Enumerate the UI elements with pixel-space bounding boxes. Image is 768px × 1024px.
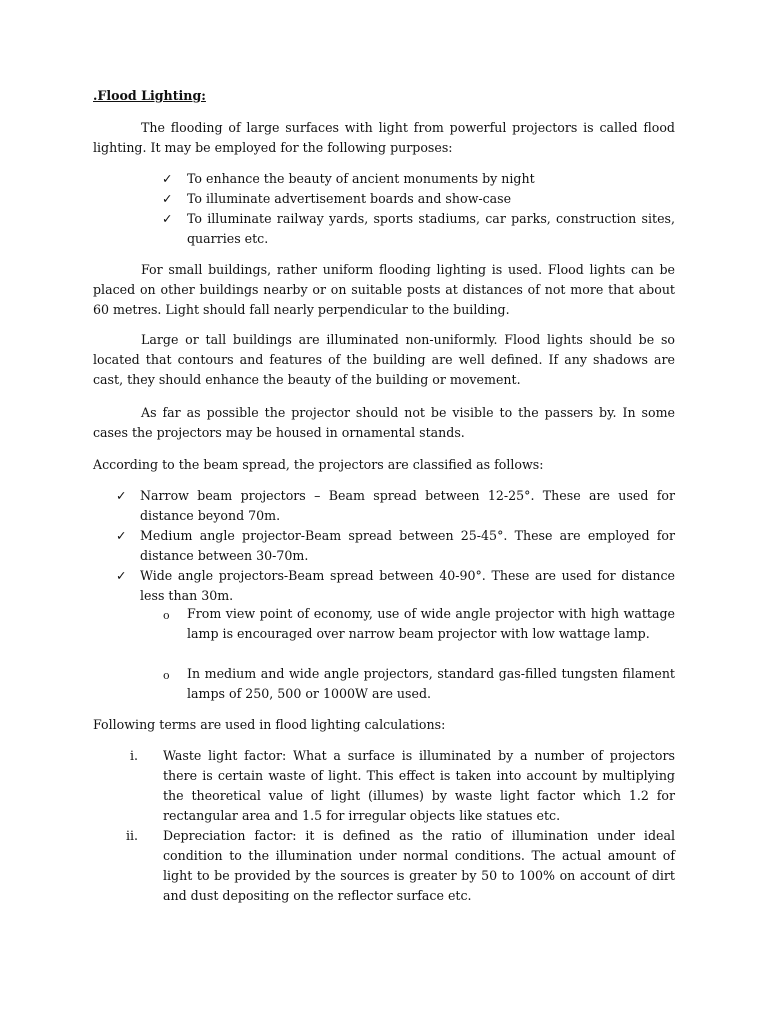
check-bullet: ✓	[116, 568, 127, 583]
purpose-item: To illuminate railway yards, sports stadiums, car parks, construction sites, quarries etc.	[187, 211, 675, 246]
sub-item: In medium and wide angle projectors, standard gas-filled tungsten filament lamps of 250, 500 or 1000W are used.	[187, 666, 675, 701]
sub-item: From view point of economy, use of wide angle projector with high wattage lamp is encouraged over narrow beam projector with low wattage lamp.	[187, 606, 675, 641]
beam-item: Narrow beam projectors – Beam spread between 12-25°. These are used for distance beyond 70m.	[140, 488, 675, 523]
check-bullet: ✓	[116, 488, 127, 503]
beam-spread-intro: According to the beam spread, the projectors are classified as follows:	[93, 457, 544, 472]
check-bullet: ✓	[162, 211, 173, 226]
term-number: i.	[129, 748, 138, 763]
projector-visibility-paragraph: As far as possible the projector should not be visible to the passers by. In some cases the projectors may be housed in ornamental stands.	[93, 405, 675, 440]
check-bullet: ✓	[162, 171, 173, 186]
term-item: Waste light factor: What a surface is illuminated by a number of projectors there is certain waste of light. This effect is taken into account by multiplying the theoretical value of light (illumes) by waste light factor which 1.2 for rectangular area and 1.5 for irregular objects like statues etc.	[163, 748, 675, 823]
check-bullet: ✓	[162, 191, 173, 206]
section-heading: .Flood Lighting:	[93, 88, 206, 103]
purpose-item: To enhance the beauty of ancient monuments by night	[187, 171, 535, 186]
purpose-item: To illuminate advertisement boards and show-case	[187, 191, 512, 206]
terms-intro: Following terms are used in flood lighting calculations:	[93, 717, 446, 732]
term-number: ii.	[125, 828, 138, 843]
intro-paragraph: The flooding of large surfaces with light from powerful projectors is called flood lighting. It may be employed for the following purposes:	[93, 120, 675, 155]
small-buildings-paragraph: For small buildings, rather uniform flooding lighting is used. Flood lights can be placed on other buildings nearby or on suitable posts at distances of not more that about 60 metres. Light should fall nearly perpendicular to the building.	[93, 262, 675, 317]
term-item: Depreciation factor: it is defined as the ratio of illumination under ideal condition to the illumination under normal conditions. The actual amount of light to be provided by the sources is greater by 50 to 100% on account of dirt and dust depositing on the reflector surface etc.	[163, 828, 675, 903]
sub-bullet: o	[163, 669, 170, 682]
check-bullet: ✓	[116, 528, 127, 543]
large-buildings-paragraph: Large or tall buildings are illuminated non-uniformly. Flood lights should be so located that contours and features of the building are well defined. If any shadows are cast, they should enhance the beauty of the building or movement.	[93, 332, 675, 387]
beam-item: Medium angle projector-Beam spread between 25-45°. These are employed for distance between 30-70m.	[140, 528, 675, 563]
beam-item: Wide angle projectors-Beam spread between 40-90°. These are used for distance less than 30m.	[140, 568, 675, 603]
sub-bullet: o	[163, 609, 170, 622]
